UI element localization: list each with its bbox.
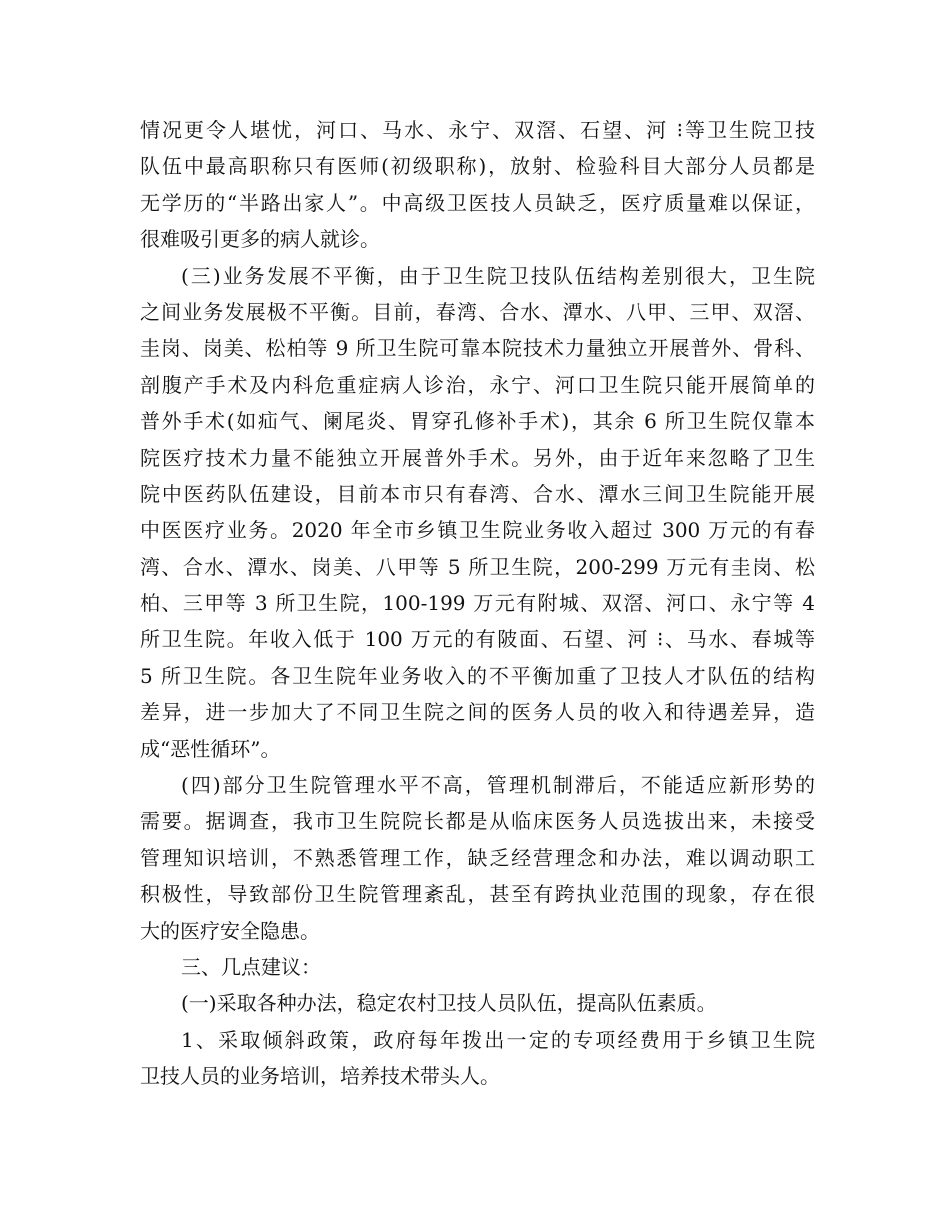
text-line: 院中医药队伍建设，目前本市只有春湾、合水、潭水三间卫生院能开展 [140,481,815,506]
text-line: 普外手术(如疝气、阑尾炎、胃穿孔修补手术)，其余 6 所卫生院仅靠本 [140,409,815,434]
text-line: (一)采取各种办法，稳定农村卫技人员队伍，提高队伍素质。 [181,991,717,1016]
paragraph [140,1022,815,1095]
text-line: 大的医疗安全隐患。 [140,918,320,943]
paragraph [140,258,815,767]
text-line: 1、采取倾斜政策，政府每年拨出一定的专项经费用于乡镇卫生院 [181,1027,815,1052]
text-line: 柏、三甲等 3 所卫生院，100-199 万元有附城、双滘、河口、永宁等 4 [140,591,815,616]
text-line: (三)业务发展不平衡，由于卫生院卫技队伍结构差别很大，卫生院 [181,263,815,288]
paragraph [140,112,815,258]
text-line: 湾、合水、潭水、岗美、八甲等 5 所卫生院，200-299 万元有圭岗、松 [140,554,815,579]
text-line: 很难吸引更多的病人就诊。 [140,227,380,252]
text-line: 三、几点建议： [181,954,321,979]
text-line: 剖腹产手术及内科危重症病人诊治，永宁、河口卫生院只能开展简单的 [140,372,815,397]
text-line: 成“恶性循环”。 [140,736,281,761]
text-line: 情况更令人堪忧，河口、马水、永宁、双滘、石望、河 ⁝等卫生院卫技 [140,118,815,142]
text-line: 积极性，导致部份卫生院管理紊乱，甚至有跨执业范围的现象，存在很 [140,882,815,907]
text-line: 需要。据调查，我市卫生院院长都是从临床医务人员选拔出来，未接受 [140,809,815,834]
text-line: 卫技人员的业务培训，培养技术带头人。 [140,1064,500,1089]
text-line: (四)部分卫生院管理水平不高，管理机制滞后，不能适应新形势的 [181,773,815,798]
text-line: 队伍中最高职称只有医师(初级职称)，放射、检验科目大部分人员都是 [140,154,815,179]
paragraph [140,985,815,1021]
paragraph [140,949,815,985]
text-line: 无学历的“半路出家人”。中高级卫医技人员缺乏，医疗质量难以保证， [140,190,815,215]
text-line: 之间业务发展极不平衡。目前，春湾、合水、潭水、八甲、三甲、双滘、 [140,299,815,324]
text-line: 差异，进一步加大了不同卫生院之间的医务人员的收入和待遇差异，造 [140,700,815,725]
text-line: 管理知识培训，不熟悉管理工作，缺乏经营理念和办法，难以调动职工 [140,845,815,870]
text-line: 所卫生院。年收入低于 100 万元的有陂面、石望、河 ⁝、马水、春城等 [140,627,815,652]
text-line: 5 所卫生院。各卫生院年业务收入的不平衡加重了卫技人才队伍的结构 [140,663,815,688]
text-line: 院医疗技术力量不能独立开展普外手术。另外，由于近年来忽略了卫生 [140,445,815,470]
paragraph [140,767,815,949]
text-line: 中医医疗业务。2020 年全市乡镇卫生院业务收入超过 300 万元的有春 [140,518,815,543]
document-body [140,112,815,1095]
text-line: 圭岗、岗美、松柏等 9 所卫生院可靠本院技术力量独立开展普外、骨科、 [140,336,815,361]
